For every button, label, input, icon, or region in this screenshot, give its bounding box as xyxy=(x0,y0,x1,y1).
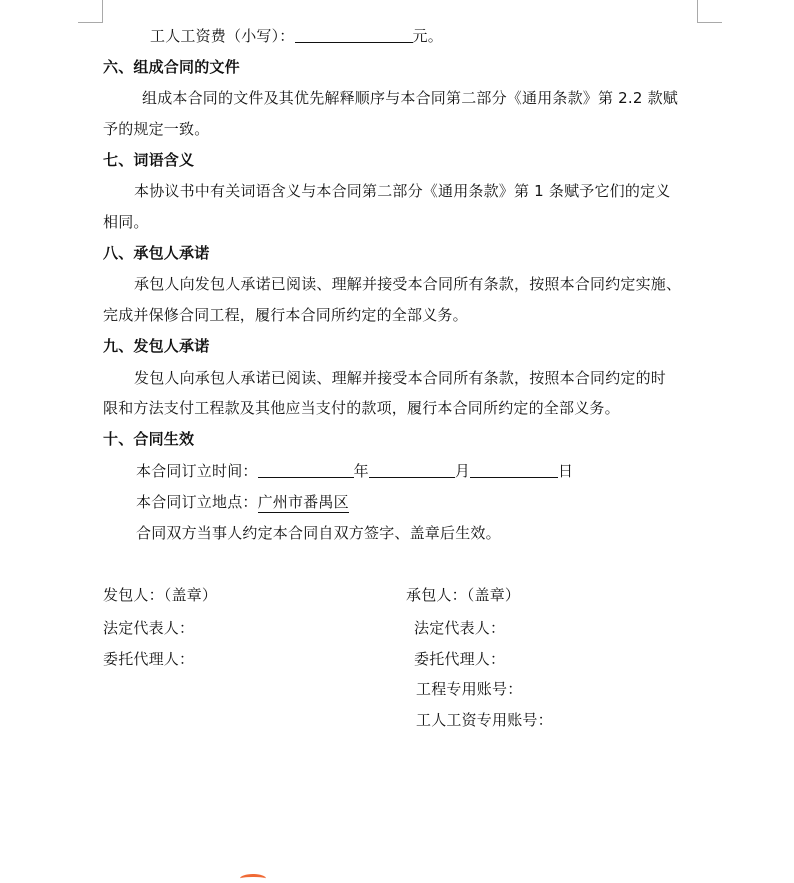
wage-fee-blank xyxy=(295,26,413,43)
month-label: 月 xyxy=(454,462,471,480)
contract-place-line xyxy=(136,492,349,512)
section-7-heading: 七、词语含义 xyxy=(103,151,195,169)
section-8-heading: 八、承包人承诺 xyxy=(103,244,210,262)
section-9-line-2: 限和方法支付工程款及其他应当支付的款项，履行本合同所约定的全部义务。 xyxy=(103,399,620,417)
day-label: 日 xyxy=(558,462,574,480)
year-label: 年 xyxy=(353,462,369,480)
contract-month-blank xyxy=(369,461,455,478)
wage-fee-line xyxy=(150,26,443,46)
contract-place-value: 广州市番禺区 xyxy=(257,493,349,511)
contract-time-line xyxy=(136,461,573,481)
employer-agent-label: 委托代理人： xyxy=(103,650,195,668)
section-7-line-1: 本协议书中有关词语含义与本合同第二部分《通用条款》第 1 条赋予它们的定义 xyxy=(134,182,671,200)
contract-day-blank xyxy=(470,461,558,478)
section-7-line-2: 相同。 xyxy=(103,213,149,231)
section-8-line-1: 承包人向发包人承诺已阅读、理解并接受本合同所有条款，按照本合同约定实施、 xyxy=(134,275,682,293)
page-corner-mark-left xyxy=(78,0,103,23)
section-6-line-1: 组成本合同的文件及其优先解释顺序与本合同第二部分《通用条款》第 2.2 款赋 xyxy=(142,89,678,107)
employer-party-label: 发包人：（盖章） xyxy=(103,586,218,604)
contract-effect-line: 合同双方当事人约定本合同自双方签字、盖章后生效。 xyxy=(136,524,501,542)
wage-fee-suffix: 元。 xyxy=(412,27,443,45)
section-6-line-2: 予的规定一致。 xyxy=(103,120,210,138)
page-corner-mark-right xyxy=(697,0,722,23)
employer-legal-rep-label: 法定代表人： xyxy=(103,619,195,637)
project-account-label: 工程专用账号： xyxy=(416,680,523,698)
orange-accent-mark xyxy=(240,874,266,883)
contract-time-label: 本合同订立时间： xyxy=(136,462,258,480)
contract-place-label: 本合同订立地点： xyxy=(136,493,258,511)
wage-fee-label: 工人工资费（小写）： xyxy=(150,27,295,45)
contractor-legal-rep-label: 法定代表人： xyxy=(414,619,506,637)
wage-account-label: 工人工资专用账号： xyxy=(416,711,553,729)
contractor-agent-label: 委托代理人： xyxy=(414,650,506,668)
section-9-line-1: 发包人向承包人承诺已阅读、理解并接受本合同所有条款，按照本合同约定的时 xyxy=(134,369,667,387)
section-9-heading: 九、发包人承诺 xyxy=(103,337,210,355)
contractor-party-label: 承包人：（盖章） xyxy=(406,586,521,604)
section-10-heading: 十、合同生效 xyxy=(103,430,195,448)
contract-year-blank xyxy=(258,461,354,478)
section-6-heading: 六、组成合同的文件 xyxy=(103,58,240,76)
section-8-line-2: 完成并保修合同工程，履行本合同所约定的全部义务。 xyxy=(103,306,468,324)
